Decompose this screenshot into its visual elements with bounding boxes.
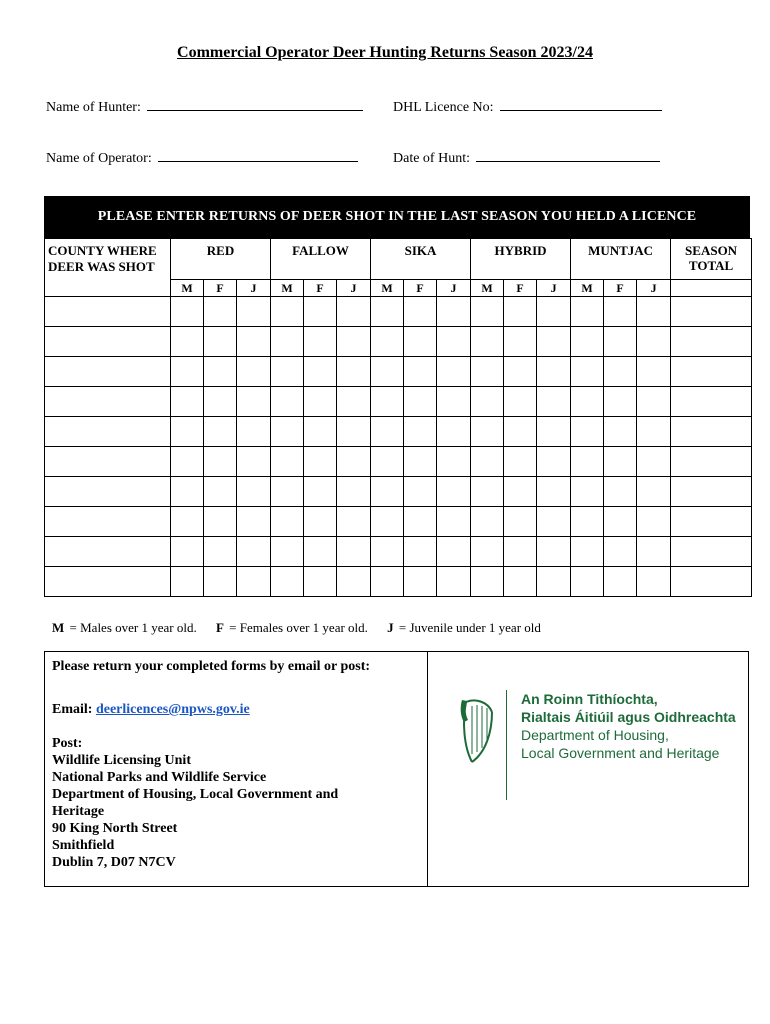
count-cell[interactable] [337,567,371,597]
legend-m-text: = Males over 1 year old. [69,620,197,635]
count-cell[interactable] [604,567,637,597]
count-cell[interactable] [571,357,604,387]
count-cell[interactable] [637,297,671,327]
count-cell[interactable] [337,327,371,357]
season-total-cell[interactable] [671,417,752,447]
sub-header-m: M [371,280,404,297]
count-cell[interactable] [604,507,637,537]
address-line: Dublin 7, D07 N7CV [52,855,176,870]
count-cell[interactable] [471,537,504,567]
count-cell[interactable] [304,327,337,357]
count-cell[interactable] [171,327,204,357]
operator-name-field[interactable] [46,149,358,167]
count-cell[interactable] [304,417,337,447]
legend-f-key: F [215,620,224,635]
sub-header-m: M [571,280,604,297]
county-header-line1: COUNTY WHERE [48,243,157,258]
count-cell[interactable] [204,297,237,327]
operator-name-label: Name of Operator: [46,151,152,166]
count-cell[interactable] [504,537,537,567]
count-cell[interactable] [371,357,404,387]
count-cell[interactable] [471,507,504,537]
count-cell[interactable] [437,537,471,567]
count-cell[interactable] [237,417,271,447]
county-cell[interactable] [45,447,171,477]
count-cell[interactable] [571,297,604,327]
count-cell[interactable] [237,327,271,357]
count-cell[interactable] [404,477,437,507]
count-cell[interactable] [237,507,271,537]
address-line: Wildlife Licensing Unit [52,753,191,768]
county-cell[interactable] [45,387,171,417]
count-cell[interactable] [271,417,304,447]
count-cell[interactable] [204,507,237,537]
count-cell[interactable] [437,477,471,507]
count-cell[interactable] [437,387,471,417]
count-cell[interactable] [404,327,437,357]
table-row [45,507,752,537]
address-line: National Parks and Wildlife Service [52,770,267,785]
count-cell[interactable] [171,567,204,597]
return-intro: Please return your completed forms by email or post: [52,659,371,674]
count-cell[interactable] [604,357,637,387]
count-cell[interactable] [504,357,537,387]
count-cell[interactable] [504,477,537,507]
season-total-cell[interactable] [671,477,752,507]
sub-header-f: F [504,280,537,297]
sub-header-j: J [637,280,671,297]
county-cell[interactable] [45,477,171,507]
table-row [45,537,752,567]
licence-no-label: DHL Licence No: [393,100,494,115]
form-title: Commercial Operator Deer Hunting Returns Season 2023/24 [177,44,593,61]
count-cell[interactable] [571,537,604,567]
count-cell[interactable] [471,447,504,477]
count-cell[interactable] [571,567,604,597]
count-cell[interactable] [171,387,204,417]
season-sub-header [671,280,752,297]
county-cell[interactable] [45,417,171,447]
count-cell[interactable] [537,567,571,597]
count-cell[interactable] [571,477,604,507]
county-cell[interactable] [45,297,171,327]
count-cell[interactable] [471,477,504,507]
hunter-name-line[interactable] [147,98,363,111]
sub-header-m: M [171,280,204,297]
count-cell[interactable] [371,507,404,537]
count-cell[interactable] [537,447,571,477]
legend-f-text: = Females over 1 year old. [229,620,368,635]
table-row [45,357,752,387]
count-cell[interactable] [371,297,404,327]
department-name [521,690,736,762]
count-cell[interactable] [337,507,371,537]
species-header-fallow: FALLOW [271,239,371,280]
email-line [52,701,421,718]
count-cell[interactable] [571,327,604,357]
count-cell[interactable] [537,297,571,327]
count-cell[interactable] [537,537,571,567]
count-cell[interactable] [204,477,237,507]
count-cell[interactable] [304,567,337,597]
species-header-hybrid: HYBRID [471,239,571,280]
count-cell[interactable] [337,297,371,327]
legend-j-text: = Juvenile under 1 year old [398,620,541,635]
count-cell[interactable] [171,447,204,477]
return-instructions-box [44,651,749,887]
count-cell[interactable] [371,447,404,477]
department-logo-panel [428,652,748,886]
count-cell[interactable] [304,357,337,387]
sub-header-j: J [337,280,371,297]
address-line: 90 King North Street [52,821,178,836]
season-header-line2: TOTAL [688,258,734,273]
count-cell[interactable] [537,417,571,447]
season-total-cell[interactable] [671,447,752,477]
licence-no-line[interactable] [500,98,662,111]
count-cell[interactable] [171,297,204,327]
count-cell[interactable] [404,537,437,567]
count-cell[interactable] [371,477,404,507]
count-cell[interactable] [337,417,371,447]
dept-irish-line1: An Roinn Tithíochta, [521,691,658,707]
count-cell[interactable] [204,537,237,567]
season-total-cell[interactable] [671,507,752,537]
count-cell[interactable] [404,507,437,537]
count-cell[interactable] [637,477,671,507]
count-cell[interactable] [337,537,371,567]
count-cell[interactable] [171,417,204,447]
dept-english-line1: Department of Housing, [521,727,669,743]
count-cell[interactable] [637,417,671,447]
county-header-line2: DEER WAS SHOT [48,259,155,274]
count-cell[interactable] [437,567,471,597]
count-cell[interactable] [371,327,404,357]
count-cell[interactable] [404,447,437,477]
returns-table [44,238,752,597]
count-cell[interactable] [504,447,537,477]
post-label: Post: [52,736,83,751]
count-cell[interactable] [471,567,504,597]
count-cell[interactable] [171,357,204,387]
count-cell[interactable] [271,477,304,507]
count-cell[interactable] [371,417,404,447]
dept-english-line2: Local Government and Heritage [521,745,720,761]
count-cell[interactable] [204,447,237,477]
count-cell[interactable] [604,447,637,477]
table-row [45,297,752,327]
count-cell[interactable] [504,507,537,537]
count-cell[interactable] [604,477,637,507]
count-cell[interactable] [471,357,504,387]
table-row [45,417,752,447]
sub-header-f: F [204,280,237,297]
count-cell[interactable] [171,507,204,537]
count-cell[interactable] [637,357,671,387]
sub-header-m: M [471,280,504,297]
count-cell[interactable] [271,327,304,357]
count-cell[interactable] [204,417,237,447]
sub-header-j: J [437,280,471,297]
county-cell[interactable] [45,327,171,357]
count-cell[interactable] [504,297,537,327]
count-cell[interactable] [204,567,237,597]
email-link[interactable]: deerlicences@npws.gov.ie [95,702,250,717]
count-cell[interactable] [204,387,237,417]
email-label: Email: [52,702,93,717]
legend-j-key: J [387,620,394,635]
count-cell[interactable] [337,357,371,387]
species-header-red: RED [171,239,271,280]
count-cell[interactable] [271,507,304,537]
sub-header-j: J [237,280,271,297]
season-total-header [671,239,752,280]
address-line: Smithfield [52,838,115,853]
count-cell[interactable] [637,387,671,417]
count-cell[interactable] [237,387,271,417]
count-cell[interactable] [404,567,437,597]
sub-header-f: F [304,280,337,297]
count-cell[interactable] [437,357,471,387]
count-cell[interactable] [304,507,337,537]
count-cell[interactable] [604,387,637,417]
count-cell[interactable] [504,567,537,597]
licence-no-field[interactable] [393,98,662,116]
season-header-line1: SEASON [685,243,738,258]
table-row [45,567,752,597]
count-cell[interactable] [604,297,637,327]
count-cell[interactable] [437,447,471,477]
sub-header-m: M [271,280,304,297]
sub-header-j: J [537,280,571,297]
count-cell[interactable] [171,537,204,567]
count-cell[interactable] [637,507,671,537]
count-cell[interactable] [471,387,504,417]
count-cell[interactable] [437,327,471,357]
count-cell[interactable] [371,567,404,597]
count-cell[interactable] [237,357,271,387]
county-cell[interactable] [45,357,171,387]
count-cell[interactable] [237,567,271,597]
returns-table-body [45,297,752,597]
hunter-name-label: Name of Hunter: [46,100,141,115]
hunt-date-field[interactable] [393,149,660,167]
count-cell[interactable] [571,387,604,417]
contact-details [45,652,428,886]
logo-divider [506,690,507,800]
count-cell[interactable] [271,537,304,567]
count-cell[interactable] [237,477,271,507]
count-cell[interactable] [571,417,604,447]
species-header-muntjac: MUNTJAC [571,239,671,280]
count-cell[interactable] [537,387,571,417]
season-total-cell[interactable] [671,297,752,327]
season-total-cell[interactable] [671,567,752,597]
address-line: Heritage [52,804,105,819]
count-cell[interactable] [437,417,471,447]
table-row [45,327,752,357]
count-cell[interactable] [271,387,304,417]
count-cell[interactable] [204,327,237,357]
count-cell[interactable] [504,327,537,357]
hunter-name-field[interactable] [46,98,363,116]
count-cell[interactable] [571,507,604,537]
count-cell[interactable] [604,417,637,447]
count-cell[interactable] [271,357,304,387]
count-cell[interactable] [237,537,271,567]
count-cell[interactable] [637,447,671,477]
count-cell[interactable] [637,567,671,597]
count-cell[interactable] [437,297,471,327]
count-cell[interactable] [537,357,571,387]
count-cell[interactable] [471,417,504,447]
count-cell[interactable] [537,477,571,507]
county-cell[interactable] [45,507,171,537]
count-cell[interactable] [404,357,437,387]
count-cell[interactable] [171,477,204,507]
count-cell[interactable] [337,447,371,477]
operator-name-line[interactable] [158,149,358,162]
season-total-cell[interactable] [671,537,752,567]
hunt-date-label: Date of Hunt: [393,151,470,166]
count-cell[interactable] [504,417,537,447]
count-cell[interactable] [204,357,237,387]
table-row [45,447,752,477]
count-cell[interactable] [271,297,304,327]
count-cell[interactable] [637,327,671,357]
legend [52,620,541,636]
county-column-header [45,239,171,297]
count-cell[interactable] [437,507,471,537]
count-cell[interactable] [404,297,437,327]
count-cell[interactable] [504,387,537,417]
count-cell[interactable] [571,447,604,477]
count-cell[interactable] [304,447,337,477]
count-cell[interactable] [371,387,404,417]
count-cell[interactable] [271,447,304,477]
count-cell[interactable] [404,417,437,447]
hunt-date-line[interactable] [476,149,660,162]
address-line: Department of Housing, Local Government and [52,787,339,802]
count-cell[interactable] [271,567,304,597]
count-cell[interactable] [537,327,571,357]
count-cell[interactable] [237,297,271,327]
legend-m-key: M [52,620,65,635]
season-total-cell[interactable] [671,357,752,387]
season-total-cell[interactable] [671,387,752,417]
table-row [45,477,752,507]
count-cell[interactable] [371,537,404,567]
count-cell[interactable] [304,537,337,567]
count-cell[interactable] [337,477,371,507]
count-cell[interactable] [304,387,337,417]
harp-emblem-icon [458,692,498,768]
count-cell[interactable] [237,447,271,477]
county-cell[interactable] [45,537,171,567]
count-cell[interactable] [471,297,504,327]
count-cell[interactable] [404,387,437,417]
season-total-cell[interactable] [671,327,752,357]
species-header-sika: SIKA [371,239,471,280]
count-cell[interactable] [604,327,637,357]
county-cell[interactable] [45,567,171,597]
count-cell[interactable] [304,477,337,507]
sub-header-f: F [404,280,437,297]
sub-header-f: F [604,280,637,297]
count-cell[interactable] [337,387,371,417]
count-cell[interactable] [604,537,637,567]
count-cell[interactable] [637,537,671,567]
instruction-banner: PLEASE ENTER RETURNS OF DEER SHOT IN THE LAST SEASON YOU HELD A LICENCE [44,196,750,238]
count-cell[interactable] [471,327,504,357]
dept-irish-line2: Rialtais Áitiúil agus Oidhreachta [521,709,736,725]
count-cell[interactable] [304,297,337,327]
count-cell[interactable] [537,507,571,537]
table-row [45,387,752,417]
